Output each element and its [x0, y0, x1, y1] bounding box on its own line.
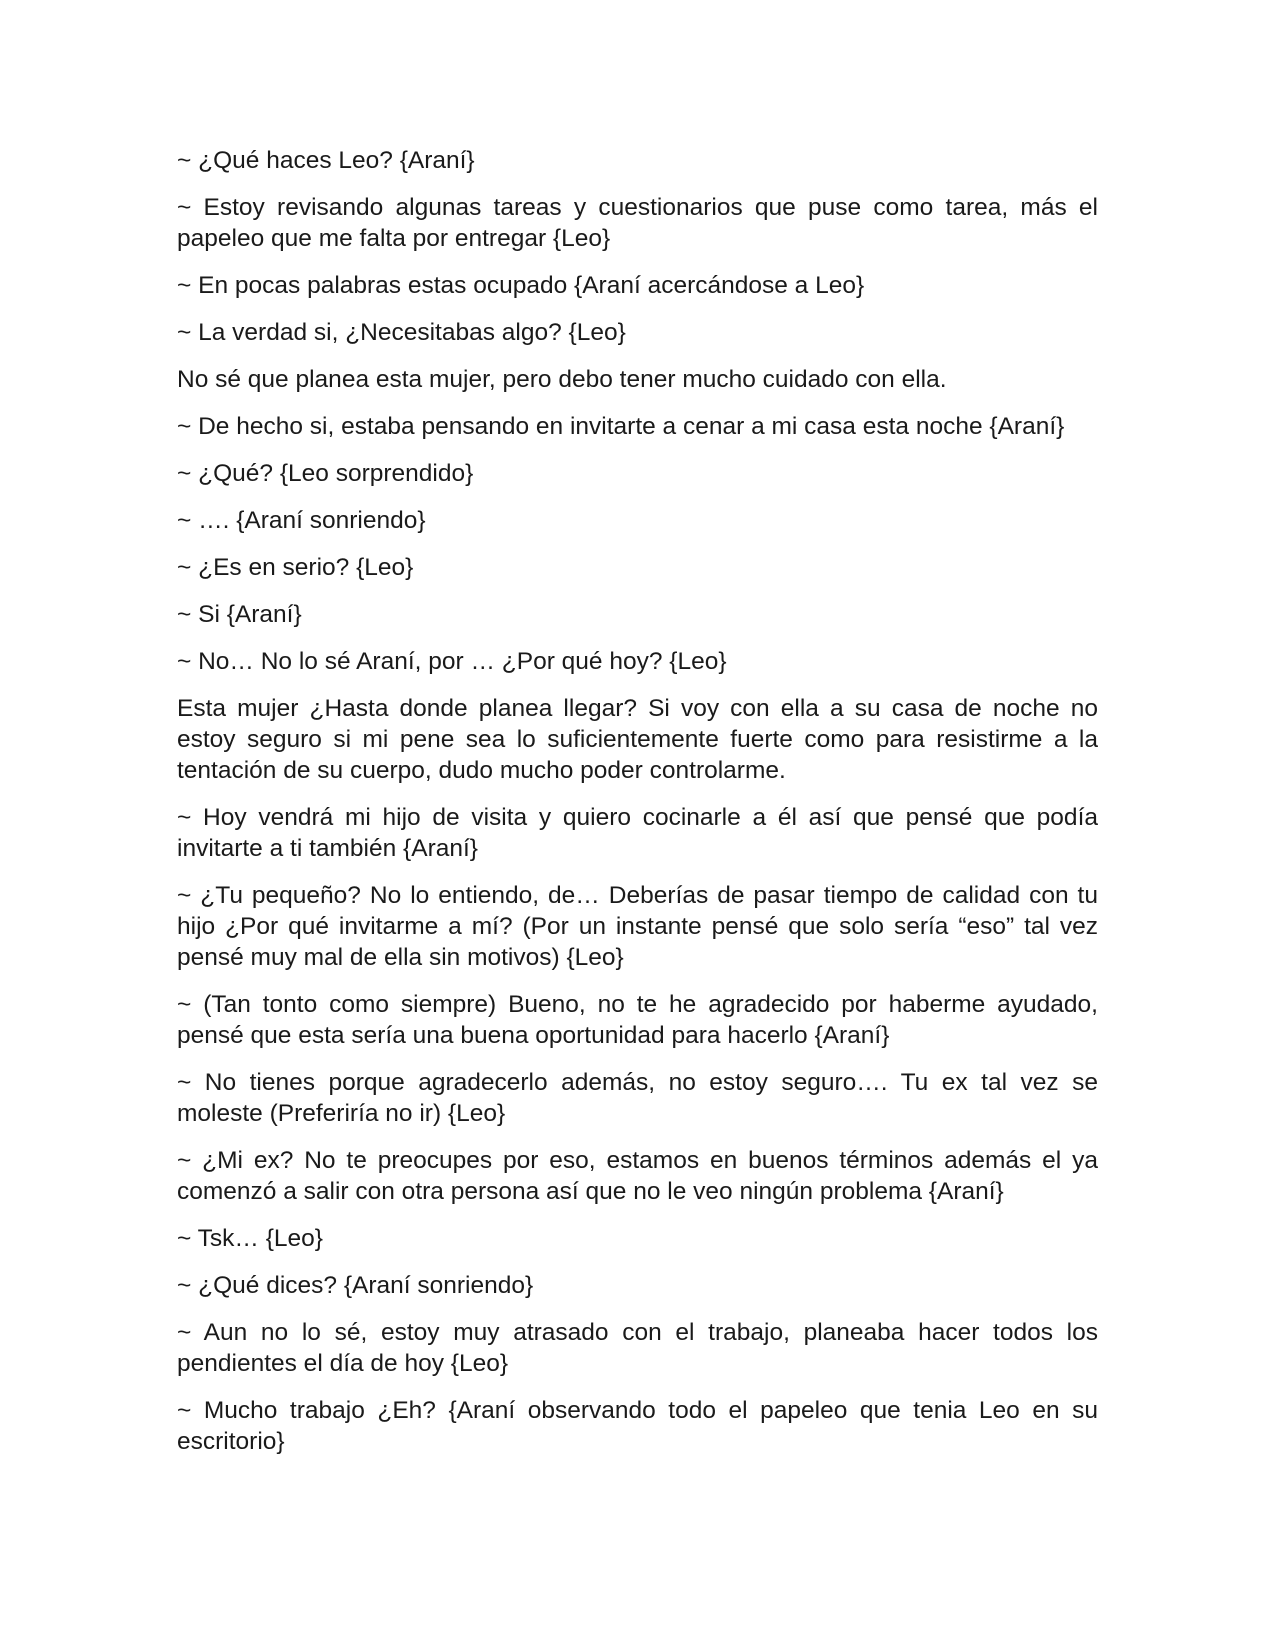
paragraph: No sé que planea esta mujer, pero debo tener mucho cuidado con ella.	[177, 366, 947, 393]
paragraph: ~ No… No lo sé Araní, por … ¿Por qué hoy? {Leo}	[177, 648, 727, 675]
paragraph: ~ ¿Qué haces Leo? {Araní}	[177, 147, 475, 174]
paragraph: ~ …. {Araní sonriendo}	[177, 507, 426, 534]
paragraph: Esta mujer ¿Hasta donde planea llegar? Si voy con ella a su casa de noche no estoy seguro si mi pene sea lo suficientemente fuerte como para resistirme a la tentación de su cuerpo, dudo mucho poder controlarme.	[177, 695, 1098, 784]
paragraph: ~ Aun no lo sé, estoy muy atrasado con el trabajo, planeaba hacer todos los pendientes el día de hoy {Leo}	[177, 1319, 1098, 1377]
paragraph: ~ Mucho trabajo ¿Eh? {Araní observando todo el papeleo que tenia Leo en su escritorio}	[177, 1397, 1098, 1455]
paragraph: ~ (Tan tonto como siempre) Bueno, no te he agradecido por haberme ayudado, pensé que esta sería una buena oportunidad para hacerlo {Araní}	[177, 991, 1098, 1049]
paragraph: ~ En pocas palabras estas ocupado {Araní acercándose a Leo}	[177, 272, 865, 299]
paragraph: ~ Si {Araní}	[177, 601, 302, 628]
paragraph: ~ ¿Mi ex? No te preocupes por eso, estamos en buenos términos además el ya comenzó a salir con otra persona así que no le veo ningún problema {Araní}	[177, 1147, 1098, 1205]
paragraph: ~ Estoy revisando algunas tareas y cuestionarios que puse como tarea, más el papeleo que me falta por entregar {Leo}	[177, 194, 1098, 252]
paragraph: ~ Tsk… {Leo}	[177, 1225, 323, 1252]
paragraph: ~ No tienes porque agradecerlo además, no estoy seguro…. Tu ex tal vez se moleste (Preferiría no ir) {Leo}	[177, 1069, 1098, 1127]
paragraph: ~ ¿Es en serio? {Leo}	[177, 554, 414, 581]
paragraph: ~ La verdad si, ¿Necesitabas algo? {Leo}	[177, 319, 626, 346]
paragraph: ~ De hecho si, estaba pensando en invitarte a cenar a mi casa esta noche {Araní}	[177, 413, 1065, 440]
document-body	[177, 145, 1098, 1473]
paragraph: ~ ¿Tu pequeño? No lo entiendo, de… Deberías de pasar tiempo de calidad con tu hijo ¿Por qué invitarme a mí? (Por un instante pensé que solo sería “eso” tal vez pensé muy mal de ella sin motivos) {Leo}	[177, 882, 1098, 971]
paragraph: ~ Hoy vendrá mi hijo de visita y quiero cocinarle a él así que pensé que podía invitarte a ti también {Araní}	[177, 804, 1098, 862]
paragraph: ~ ¿Qué dices? {Araní sonriendo}	[177, 1272, 534, 1299]
paragraph: ~ ¿Qué? {Leo sorprendido}	[177, 460, 474, 487]
